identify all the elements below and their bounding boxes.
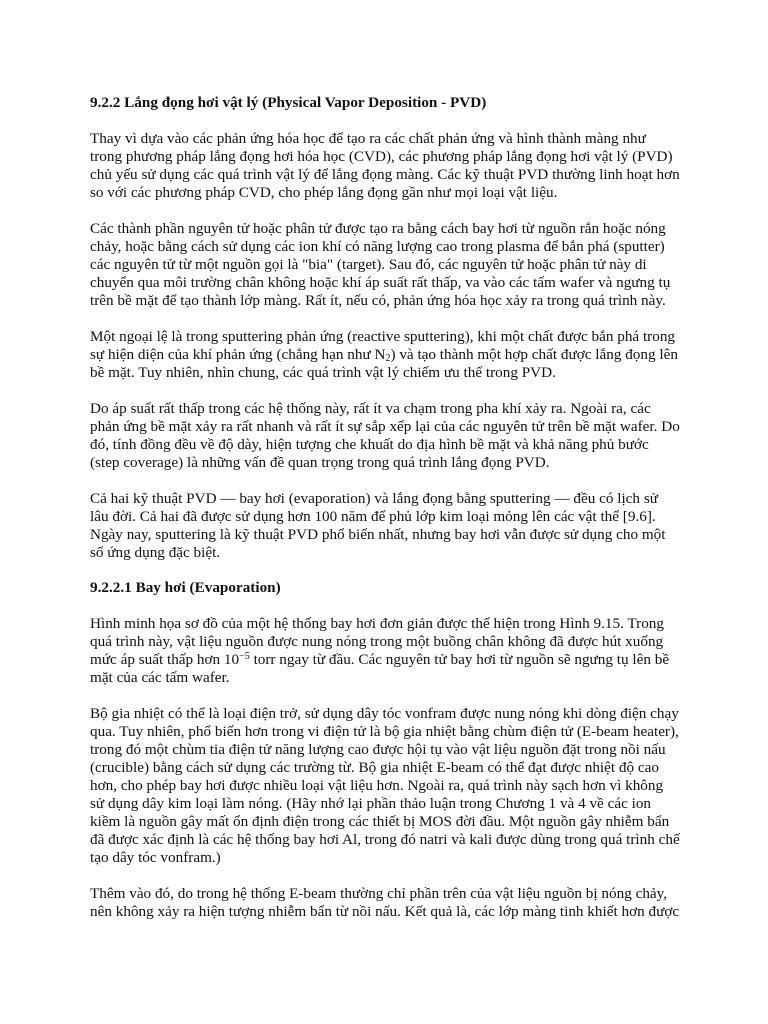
- paragraph-evaporation-text-b: torr ngay từ đầu. Các nguyên tử bay hơi từ nguồn sẽ ngưng tụ lên bề mặt của các tấm wafer.: [90, 651, 670, 686]
- paragraph-reactive-sputtering: [90, 328, 680, 382]
- paragraph-low-pressure: Do áp suất rất thấp trong các hệ thống này, rất ít va chạm trong pha khí xảy ra. Ngoài ra, các phản ứng bề mặt xảy ra rất nhanh và rất ít sự sắp xếp lại của các nguyên tử trên bề mặt wafer. Do đó, tính đồng đều về độ dày, hiện tượng che khuất do địa hình bề mặt và khả năng phủ bước (step coverage) là những vấn đề quan trọng trong quá trình lắng đọng PVD.: [90, 400, 680, 471]
- paragraph-ebeam-purity: Thêm vào đó, do trong hệ thống E-beam thường chỉ phần trên của vật liệu nguồn bị nóng chảy, nên không xảy ra hiện tượng nhiễm bẩn từ nồi nấu. Kết quả là, các lớp màng tinh khiết hơn được: [90, 885, 680, 920]
- document-page: [90, 94, 680, 939]
- paragraph-deposition-process: Các thành phần nguyên tử hoặc phân tử được tạo ra bằng cách bay hơi từ nguồn rắn hoặc nóng chảy, hoặc bằng cách sử dụng các ion khí có năng lượng cao trong plasma để bắn phá (sputter) các nguyên tử từ một nguồn gọi là "bia" (target). Sau đó, các nguyên tử hoặc phân tử này di chuyển qua môi trường chân không hoặc khí áp suất rất thấp, va vào các tấm wafer và ngưng tụ trên bề mặt để tạo thành lớp màng. Rất ít, nếu có, phản ứng hóa học xảy ra trong quá trình này.: [90, 220, 671, 309]
- nitrogen-subscript: 2: [385, 353, 391, 364]
- section-heading: 9.2.2 Lắng đọng hơi vật lý (Physical Vapor Deposition - PVD): [90, 94, 487, 111]
- paragraph-evaporation-system: [90, 615, 680, 687]
- paragraph-reactive-sputtering-text-a: Một ngoại lệ là trong sputtering phản ứng (reactive sputtering), khi một chất được bắn phá trong sự hiện diện của khí phản ứng (chẳng hạn như N: [90, 328, 676, 363]
- paragraph-heaters: Bộ gia nhiệt có thể là loại điện trở, sử dụng dây tóc vonfram được nung nóng khi dòng điện chạy qua. Tuy nhiên, phổ biến hơn trong vi điện tử là bộ gia nhiệt bằng chùm điện tử (E-beam heater), trong đó một chùm tia điện tử năng lượng cao được hội tụ vào vật liệu nguồn đặt trong nồi nấu (crucible) bằng cách sử dụng các trường từ. Bộ gia nhiệt E-beam có thể đạt được nhiệt độ cao hơn, cho phép bay hơi được nhiều loại vật liệu hơn. Ngoài ra, quá trình này sạch hơn vì không sử dụng dây kim loại làm nóng. (Hãy nhớ lại phần thảo luận trong Chương 1 và 4 về các ion kiềm là nguồn gây mất ổn định điện trong các thiết bị MOS đời đầu. Một nguồn gây nhiễm bẩn đã được xác định là các hệ thống bay hơi Al, trong đó natri và kali được dùng trong quá trình chế tạo dây tóc vonfram.): [90, 705, 680, 866]
- paragraph-evaporation-text-a: Hình minh họa sơ đồ của một hệ thống bay hơi đơn giản được thể hiện trong Hình 9.15. Trong quá trình này, vật liệu nguồn được nung nóng trong một buồng chân không đã được hút xuống mức áp suất thấp hơn 10: [90, 615, 664, 668]
- subsection-heading: 9.2.2.1 Bay hơi (Evaporation): [90, 579, 281, 596]
- pressure-exponent: −5: [239, 651, 250, 662]
- paragraph-intro: Thay vì dựa vào các phản ứng hóa học để tạo ra các chất phản ứng và hình thành màng như trong phương pháp lắng đọng hơi hóa học (CVD), các phương pháp lắng đọng hơi vật lý (PVD) chủ yếu sử dụng các quá trình vật lý để lắng đọng màng. Các kỹ thuật PVD thường linh hoạt hơn so với các phương pháp CVD, cho phép lắng đọng gần như mọi loại vật liệu.: [90, 130, 680, 201]
- paragraph-history: Cả hai kỹ thuật PVD — bay hơi (evaporation) và lắng đọng bằng sputtering — đều có lịch sử lâu đời. Cả hai đã được sử dụng hơn 100 năm để phủ lớp kim loại mỏng lên các vật thể [9.6]. Ngày nay, sputtering là kỹ thuật PVD phổ biến nhất, nhưng bay hơi vẫn được sử dụng cho một số ứng dụng đặc biệt.: [90, 490, 666, 561]
- paragraph-reactive-sputtering-text-b: ) và tạo thành một hợp chất được lắng đọng lên bề mặt. Tuy nhiên, nhìn chung, các quá trình vật lý chiếm ưu thế trong PVD.: [90, 346, 678, 381]
